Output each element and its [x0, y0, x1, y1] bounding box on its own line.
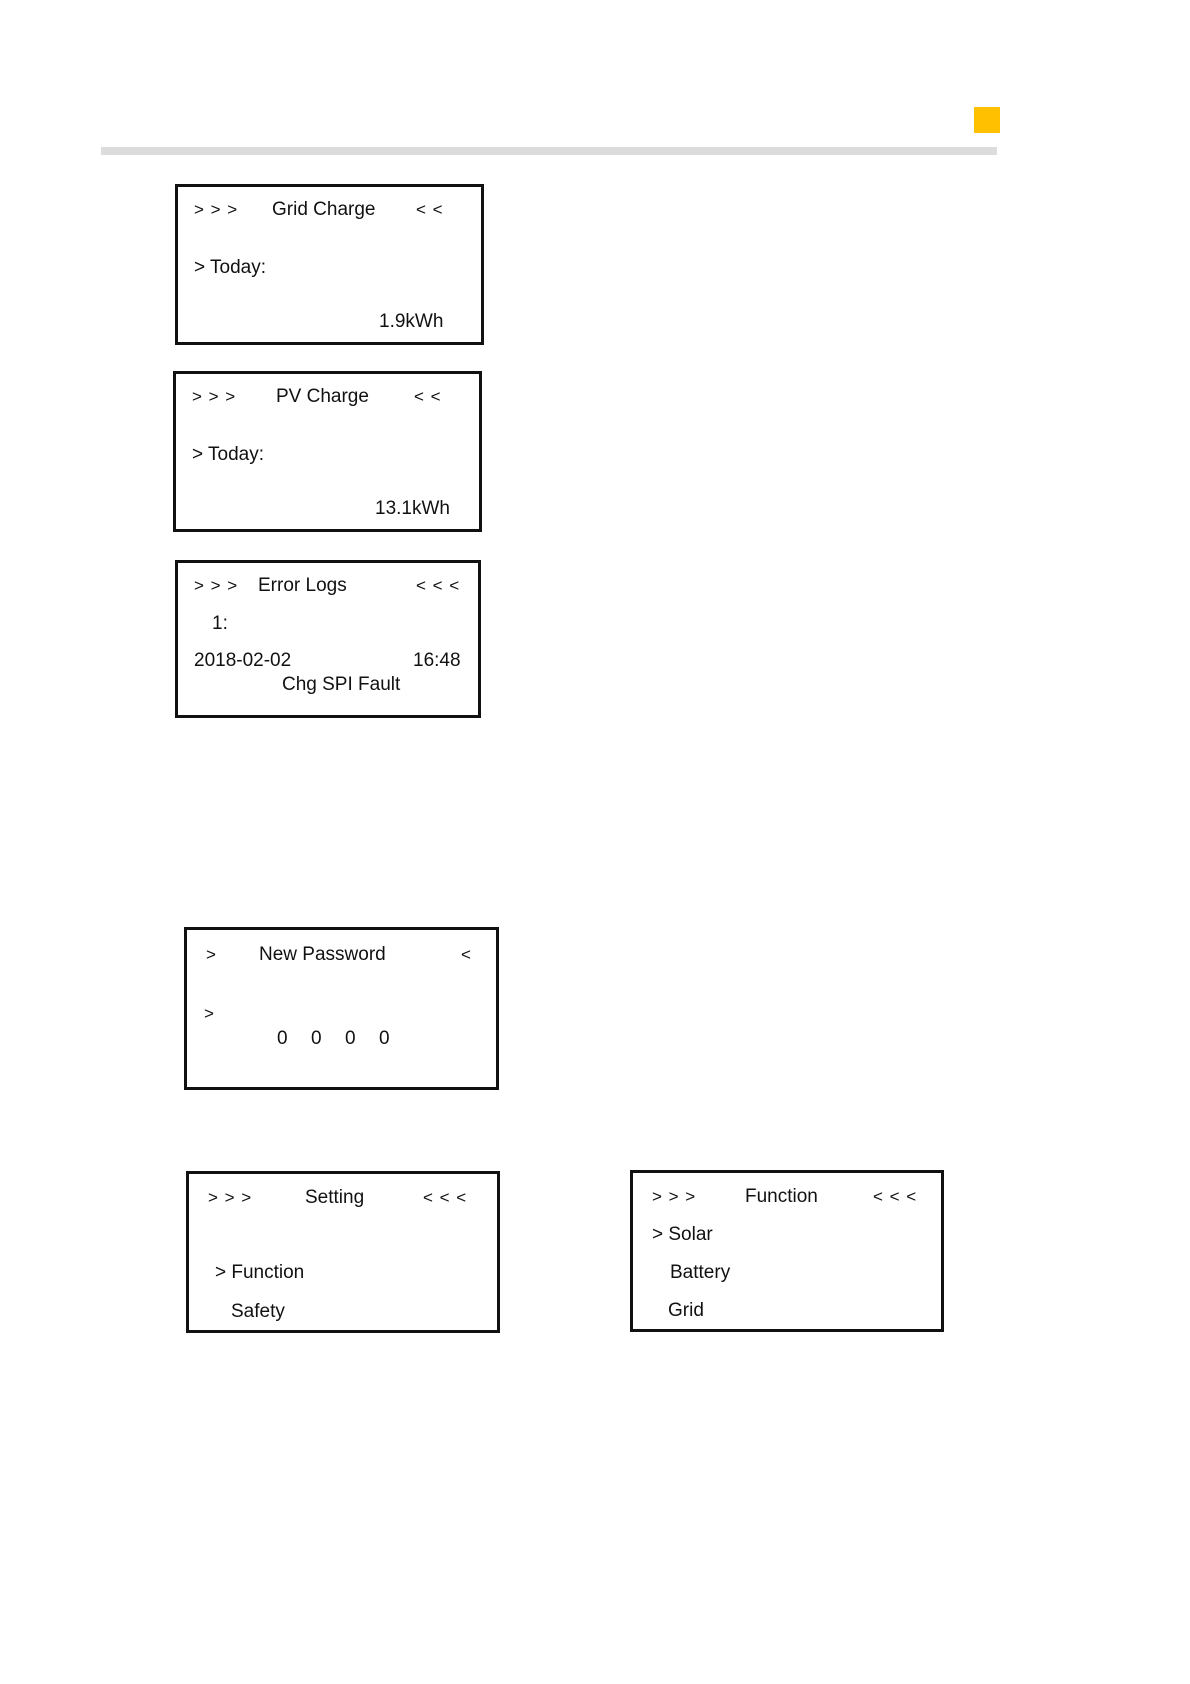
- lcd-menu-item-battery: Battery: [670, 1262, 731, 1283]
- lcd-menu-item-safety: Safety: [231, 1301, 285, 1322]
- lcd-left-marker: > > >: [652, 1187, 697, 1206]
- lcd-left-marker: > > >: [192, 387, 237, 406]
- lcd-screen-pv-charge: [173, 371, 482, 532]
- lcd-right-marker: < < <: [873, 1187, 918, 1206]
- lcd-screen-function: [630, 1170, 944, 1332]
- lcd-password-digit: 0: [277, 1028, 288, 1049]
- lcd-title: Function: [745, 1186, 818, 1207]
- lcd-right-marker: < < <: [416, 576, 461, 595]
- lcd-left-marker: > > >: [208, 1188, 253, 1207]
- lcd-left-marker: >: [206, 945, 217, 964]
- lcd-screen-grid-charge: [175, 184, 484, 345]
- lcd-screen-error-logs: [175, 560, 481, 718]
- lcd-title: Setting: [305, 1187, 365, 1208]
- lcd-value: 1.9kWh: [379, 311, 444, 332]
- lcd-title: New Password: [259, 944, 386, 965]
- lcd-right-marker: < <: [414, 387, 442, 406]
- lcd-menu-item-grid: Grid: [668, 1300, 704, 1321]
- lcd-title: Error Logs: [258, 575, 347, 596]
- lcd-log-date: 2018-02-02: [194, 650, 292, 671]
- lcd-menu-item-function: > Function: [215, 1262, 305, 1283]
- lcd-item-today: > Today:: [194, 257, 267, 278]
- lcd-log-index: 1:: [212, 613, 228, 634]
- lcd-menu-item-solar: > Solar: [652, 1224, 713, 1245]
- lcd-right-marker: < <: [416, 200, 444, 219]
- lcd-value: 13.1kWh: [375, 498, 450, 519]
- lcd-right-marker: < < <: [423, 1188, 468, 1207]
- lcd-left-marker: > > >: [194, 576, 239, 595]
- lcd-right-marker: <: [461, 945, 472, 964]
- header-rule: [101, 147, 997, 155]
- lcd-item-today: > Today:: [192, 444, 265, 465]
- lcd-title: PV Charge: [276, 386, 369, 407]
- lcd-screen-new-password: [184, 927, 499, 1090]
- header-accent-square: [974, 107, 1000, 133]
- lcd-left-marker: > > >: [194, 200, 239, 219]
- lcd-password-digit: 0: [311, 1028, 322, 1049]
- lcd-cursor: >: [204, 1004, 215, 1023]
- lcd-password-digit: 0: [345, 1028, 356, 1049]
- lcd-log-message: Chg SPI Fault: [282, 674, 401, 695]
- lcd-title: Grid Charge: [272, 199, 376, 220]
- lcd-log-time: 16:48: [413, 650, 461, 671]
- lcd-password-digit: 0: [379, 1028, 390, 1049]
- lcd-screen-setting: [186, 1171, 500, 1333]
